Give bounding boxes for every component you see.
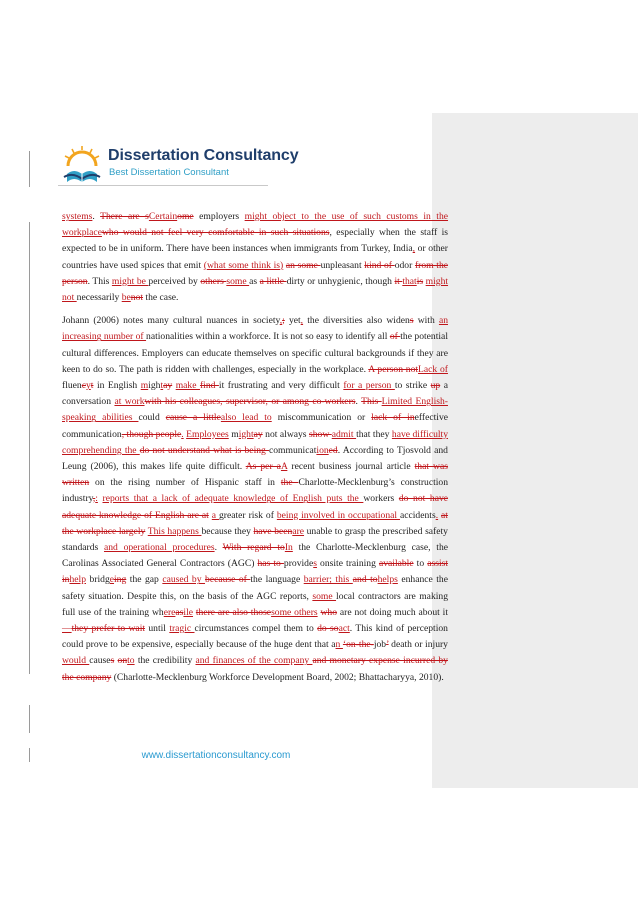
inserted-text: tragic — [169, 623, 195, 635]
inserted-text: systems — [62, 211, 93, 222]
inserted-text: also lead to — [220, 412, 272, 424]
deleted-text: they prefer to wait — [71, 623, 146, 635]
deleted-text: ay — [163, 380, 173, 392]
logo-title: Dissertation Consultancy — [108, 147, 299, 164]
inserted-text: make — [175, 380, 200, 392]
body-text-run: . — [214, 542, 223, 554]
change-bar — [29, 705, 30, 733]
body-text-run: unpleasant — [320, 259, 365, 271]
inserted-text: Limited English-speaking abilities — [62, 396, 448, 424]
deleted-text: do not have adequate knowledge of English are at — [62, 493, 449, 521]
body-text-run: . This — [87, 275, 112, 287]
deleted-text: who would not feel very comfortable in such situations — [101, 227, 330, 239]
body-text-run: are not doing much about it — [337, 606, 448, 618]
body-text-run: the potential cultural differences. Employers can educate themselves on specific cultural backgrounds if they are keen to do so. The path is ridden with challenges, especially in the workplace. — [62, 331, 448, 375]
body-text-run: the gap — [126, 574, 163, 586]
deleted-text: c — [81, 380, 86, 392]
inserted-text: act — [338, 623, 350, 635]
deleted-text: ay — [253, 428, 263, 440]
deleted-text: As per a — [245, 461, 281, 473]
body-text-run: the diversities also widen — [303, 315, 410, 327]
body-text-run: death or injury — [388, 639, 448, 651]
deleted-text: ome — [177, 211, 194, 222]
deleted-text: on — [117, 655, 128, 667]
inserted-text: — — [62, 623, 72, 635]
paragraph — [62, 209, 448, 306]
body-text-run: not always — [262, 428, 309, 440]
body-text-run: communicat — [268, 444, 317, 456]
inserted-text: This happens — [147, 525, 202, 537]
body-text-run: miscommunication or — [271, 412, 372, 424]
inserted-text: helps — [377, 574, 398, 586]
deleted-text: assist in — [62, 558, 449, 586]
deleted-text: as — [175, 606, 184, 618]
deleted-text: of — [389, 331, 401, 343]
body-text-run: , especially when the staff is expected to be in uniform. There have been instances when immigrants from Turkey, India — [62, 227, 448, 255]
body-text-run: onsite training — [316, 558, 379, 570]
deleted-text: who — [320, 606, 338, 618]
deleted-text: and to — [352, 574, 378, 586]
inserted-text: and operational procedures — [103, 542, 215, 554]
body-text-run: necessarily — [76, 292, 122, 304]
body-text-run: igh — [148, 380, 161, 392]
deleted-text: available — [378, 558, 414, 570]
inserted-text: for a person — [343, 380, 395, 392]
body-text-run: accidents — [399, 509, 436, 521]
inserted-text: (what some think is) — [203, 259, 284, 271]
inserted-text: help — [69, 574, 86, 586]
deleted-text: ed — [328, 444, 338, 456]
inserted-text: , — [300, 315, 304, 327]
deleted-text: have been — [253, 525, 293, 537]
inserted-text: ile — [183, 606, 194, 618]
body-text-run: employers — [193, 211, 245, 222]
body-text-run: . — [355, 396, 362, 408]
deleted-text: others — [200, 275, 227, 287]
deleted-text: ’ — [386, 639, 389, 651]
inserted-text: . — [181, 428, 184, 440]
inserted-text: to — [127, 655, 135, 667]
body-text-run: to — [413, 558, 428, 570]
deleted-text: s — [409, 315, 414, 327]
change-bar — [29, 222, 30, 674]
inserted-text: being involved in occupational — [276, 509, 400, 521]
deleted-text: t — [90, 380, 94, 392]
inserted-text: a — [211, 509, 219, 521]
inserted-text: admit — [331, 428, 357, 440]
inserted-text: and finances of the company — [195, 655, 313, 667]
deleted-text: do so — [317, 623, 339, 635]
inserted-text: reports that a lack of adequate knowledge of English puts the — [102, 493, 364, 505]
inserted-text: Certain — [148, 211, 178, 222]
body-text-run: . This kind of perception could prove to be expensive, especially because of the huge dent that a — [62, 623, 448, 651]
deleted-text: that was written — [62, 461, 448, 489]
body-text-run: nationalities within a workforce. It is not so easy to identify all — [146, 331, 390, 343]
body-text-run: fluen — [62, 380, 82, 392]
inserted-text: : — [95, 493, 98, 505]
inserted-text: , — [412, 243, 416, 255]
deleted-text: , though people — [121, 428, 182, 440]
deleted-text: from the person — [62, 259, 448, 287]
body-text-run: recent business journal article — [287, 461, 415, 473]
body-text-run: odor — [394, 259, 415, 271]
inserted-text: barrier; this — [303, 574, 353, 586]
inserted-text: might not — [62, 275, 449, 304]
body-text-run: . According to Tjosvold and Leung (2006), this makes life quite difficult. — [62, 444, 448, 473]
deleted-text: ‘on-the- — [342, 639, 374, 651]
deleted-text: a little — [259, 275, 287, 287]
deleted-text: There are s — [100, 211, 149, 222]
deleted-text: an some — [285, 259, 321, 271]
body-text-run: workers — [363, 493, 399, 505]
body-text-run: until — [145, 623, 170, 635]
deleted-text: there are also those — [195, 606, 272, 618]
deleted-text: because of — [205, 574, 251, 586]
body-text-run: unable to grasp the prescribed safety standards — [62, 525, 448, 554]
body-text-run: on the rising number of Hispanic staff in — [89, 477, 281, 489]
body-text-run: perceived by — [148, 275, 201, 287]
deleted-text: ing — [114, 574, 127, 586]
deleted-text: with his colleagues, supervisor, or among co-workers — [144, 396, 356, 408]
inserted-text: might object to the use of such customs in the workplace — [62, 211, 449, 239]
comment-pane — [432, 113, 638, 788]
body-text-run: Charlotte-Mecklenburg’s construction industry — [62, 477, 449, 505]
inserted-text: , — [279, 315, 283, 327]
body-text-run: as — [249, 275, 260, 287]
inserted-text: are — [292, 525, 305, 537]
inserted-text: some — [226, 275, 250, 287]
inserted-text: some others — [271, 606, 318, 618]
change-bar — [29, 151, 30, 187]
body-text-run: greater risk of — [219, 509, 277, 521]
deleted-text: it — [394, 275, 403, 287]
deleted-text: cause a little — [165, 412, 221, 424]
deleted-text: , — [92, 493, 96, 505]
body-text-run: the Charlotte-Mecklenburg case, the Carolinas Associated General Contractors (AGC) — [62, 542, 449, 570]
inserted-text: n — [335, 639, 343, 651]
deleted-text: at the workplace largely — [62, 509, 448, 537]
body-text-run: . — [92, 211, 101, 222]
inserted-text: ere — [163, 606, 176, 618]
deleted-text: show — [309, 428, 332, 440]
header-divider — [58, 185, 268, 186]
inserted-text: A — [280, 461, 288, 473]
deleted-text: kind of — [364, 259, 395, 271]
body-text-run: yet — [284, 315, 301, 327]
inserted-text: e — [109, 574, 115, 586]
body-text-run: dirty or unhygienic, though — [286, 275, 395, 287]
body-text-run: provide — [283, 558, 314, 570]
deleted-text: A person not — [368, 363, 419, 375]
deleted-text: ; — [282, 315, 285, 327]
body-text-run: or other countries have used spices that emit — [62, 243, 448, 271]
inserted-text: at work — [114, 396, 145, 408]
footer-url[interactable]: www.dissertationconsultancy.com — [141, 750, 291, 761]
inserted-text: In — [284, 542, 293, 554]
inserted-text: have difficulty comprehending the — [62, 428, 449, 456]
inserted-text: Employees — [186, 428, 229, 440]
deleted-text: s — [110, 655, 115, 667]
body-text-run: the case. — [143, 292, 179, 304]
inserted-text: . — [435, 509, 439, 521]
body-text-run: to strike — [394, 380, 431, 392]
paragraph — [62, 313, 448, 686]
deleted-text: has to — [257, 558, 284, 570]
body-text-run: Johann (2006) notes many cultural nuances in society — [62, 315, 280, 327]
deleted-text: not — [130, 292, 144, 304]
body-text-run: in English — [93, 380, 141, 392]
inserted-text: s — [313, 558, 317, 570]
document-body — [62, 209, 448, 693]
body-text-run: a conversation — [62, 380, 448, 408]
body-text-run: job — [373, 639, 387, 651]
body-text-run: that they — [356, 428, 392, 440]
body-text-run: local contractors are making full use of the training wh — [62, 590, 448, 618]
inserted-text: would — [62, 655, 90, 667]
deleted-text: This — [361, 396, 382, 408]
deleted-text: find — [199, 380, 219, 392]
inserted-text: be — [121, 292, 131, 304]
inserted-text: ion — [316, 444, 329, 456]
body-text-run: the language — [250, 574, 304, 586]
deleted-text: and monetary expense incurred by the company — [62, 655, 448, 683]
deleted-text: With regard to — [222, 542, 285, 554]
body-text-run: with — [413, 315, 439, 327]
inserted-text: that — [402, 275, 417, 287]
body-text-run: m — [228, 428, 239, 440]
body-text-run: could — [138, 412, 166, 424]
inserted-text: m — [140, 380, 149, 392]
logo-subtitle: Best Dissertation Consultant — [109, 167, 229, 178]
body-text-run: (Charlotte-Mecklenburg Workforce Development Board, 2002; Bhattacharyya, 2010). — [111, 671, 444, 683]
deleted-text: is — [416, 275, 424, 287]
inserted-text: some — [312, 590, 337, 602]
deleted-text: up — [430, 380, 441, 392]
inserted-text: caused by — [162, 574, 206, 586]
inserted-text: an increasing number of — [62, 315, 448, 343]
body-text-run: the credibility — [134, 655, 196, 667]
inserted-text: might be — [111, 275, 149, 287]
deleted-text: the — [280, 477, 299, 489]
inserted-text: y — [85, 380, 91, 392]
body-text-run: because they — [201, 525, 254, 537]
deleted-text: do not understand what is being — [139, 444, 269, 456]
body-text-run: effective communication — [62, 412, 449, 440]
inserted-text: ight — [238, 428, 254, 440]
inserted-text: Lack of — [418, 363, 448, 375]
inserted-text: t — [160, 380, 164, 392]
body-text-run: circumstances compel them to — [194, 623, 318, 635]
body-text-run: enhance the safety situation. Despite this, on the basis of the AGC reports, — [62, 574, 448, 602]
body-text-run: cause — [89, 655, 111, 667]
deleted-text: lack of in — [371, 412, 415, 424]
body-text-run: bridg — [86, 574, 110, 586]
body-text-run: it frustrating and very difficult — [218, 380, 344, 392]
